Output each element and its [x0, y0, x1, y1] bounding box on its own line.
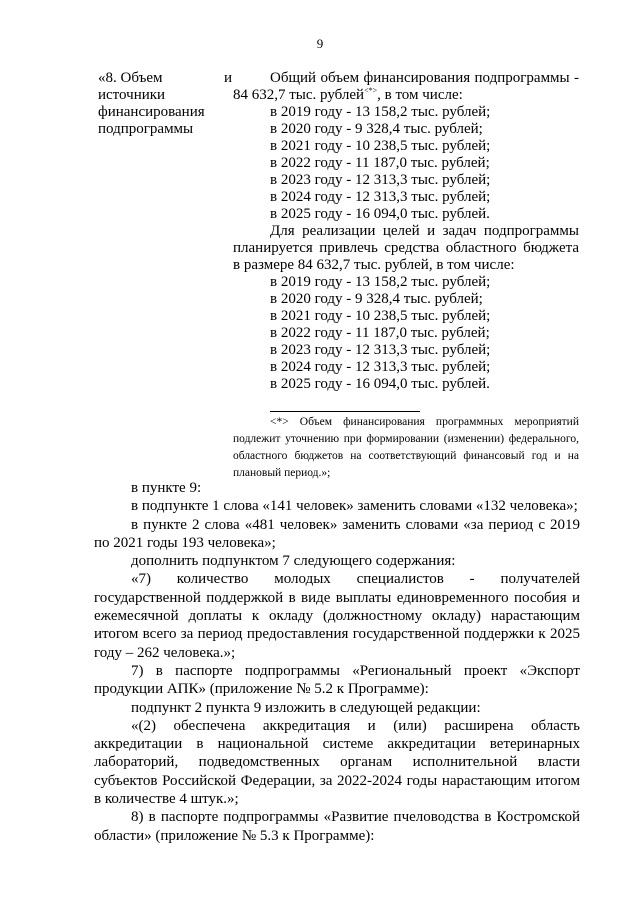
body-paragraph: в подпункте 1 слова «141 человек» заменить словами «132 человека»;: [131, 498, 578, 515]
body-paragraph: подпункт 2 пункта 9 изложить в следующей редакции:: [131, 699, 481, 716]
amendment-text: [94, 479, 580, 845]
label-line-1b: и: [223, 70, 232, 86]
year-line: в 2020 году - 9 328,4 тыс. рублей;: [270, 121, 483, 137]
footnote-separator: [270, 411, 420, 412]
passport-row-content: [233, 70, 579, 393]
body-paragraph: 7) в паспорте подпрограммы «Региональный проект «Экспорт продукции АПК» (приложение № 5.2 к Программе):: [94, 662, 580, 698]
year-line: в 2024 году - 12 313,3 тыс. рублей;: [270, 359, 491, 375]
year-line: в 2019 году - 13 158,2 тыс. рублей;: [270, 104, 491, 120]
year-line: в 2025 году - 16 094,0 тыс. рублей.: [270, 206, 490, 222]
year-line: в 2024 году - 12 313,3 тыс. рублей;: [270, 189, 491, 205]
year-line: в 2019 году - 13 158,2 тыс. рублей;: [270, 274, 491, 290]
label-line-4: подпрограммы: [98, 121, 194, 137]
regional-budget-paragraph: Для реализации целей и задач подпрограммы планируется привлечь средства областного бюджета в размере 84 632,7 тыс. рублей, в том числе:: [233, 223, 579, 273]
total-financing-paragraph: [233, 70, 579, 104]
year-line: в 2025 году - 16 094,0 тыс. рублей.: [270, 376, 490, 392]
body-paragraph: в пункте 2 слова «481 человек» заменить словами «за период с 2019 по 2021 годы 193 человека»;: [94, 516, 580, 551]
year-line: в 2022 году - 11 187,0 тыс. рублей;: [270, 155, 490, 171]
year-line: в 2021 году - 10 238,5 тыс. рублей;: [270, 308, 491, 324]
year-line: в 2023 году - 12 313,3 тыс. рублей;: [270, 172, 491, 188]
footnote-marker: <*>: [364, 86, 378, 95]
year-line: в 2021 году - 10 238,5 тыс. рублей;: [270, 138, 491, 154]
body-paragraph: «7) количество молодых специалистов - получателей государственной поддержкой в виде выплаты единовременного пособия и ежемесячной доплаты к окладу (должностному окладу) нарастающим итогом всего за период предоставления государственной поддержки к 2025 году – 262 человека.»;: [94, 571, 580, 661]
body-paragraph: 8) в паспорте подпрограммы «Развитие пчеловодства в Костромской области» (приложение № 5.3 к Программе):: [94, 809, 580, 844]
year-line: в 2022 году - 11 187,0 тыс. рублей;: [270, 325, 490, 341]
body-paragraph: «(2) обеспечена аккредитация и (или) расширена область аккредитации в национальной системе аккредитации ветеринарных лабораторий, подведомственных органам исполнительной власти субъектов Российской Федерации, за 2022-2024 годы нарастающим итогом в количестве 4 штук.»;: [94, 717, 580, 808]
body-paragraph: дополнить подпунктом 7 следующего содержания:: [131, 553, 456, 570]
label-line-1a: «8. Объем: [98, 70, 163, 86]
total-financing-tail: , в том числе:: [377, 87, 463, 103]
page-number: 9: [316, 36, 324, 51]
body-paragraph: в пункте 9:: [131, 480, 202, 496]
label-line-1: [98, 70, 232, 87]
passport-row-label: [98, 70, 232, 138]
year-line: в 2020 году - 9 328,4 тыс. рублей;: [270, 291, 483, 307]
footnote-text: <*> Объем финансирования программных мероприятий подлежит уточнению при формировании (изменении) федерального, областного бюджетов на соответствующий финансовый год и на плановый период.»;: [233, 416, 579, 479]
total-financing-text: Общий объем финансирования подпрограммы - 84 632,7 тыс. рублей: [233, 70, 579, 103]
label-line-3: финансирования: [98, 104, 205, 120]
label-line-2: источники: [98, 87, 166, 103]
year-line: в 2023 году - 12 313,3 тыс. рублей;: [270, 342, 491, 358]
